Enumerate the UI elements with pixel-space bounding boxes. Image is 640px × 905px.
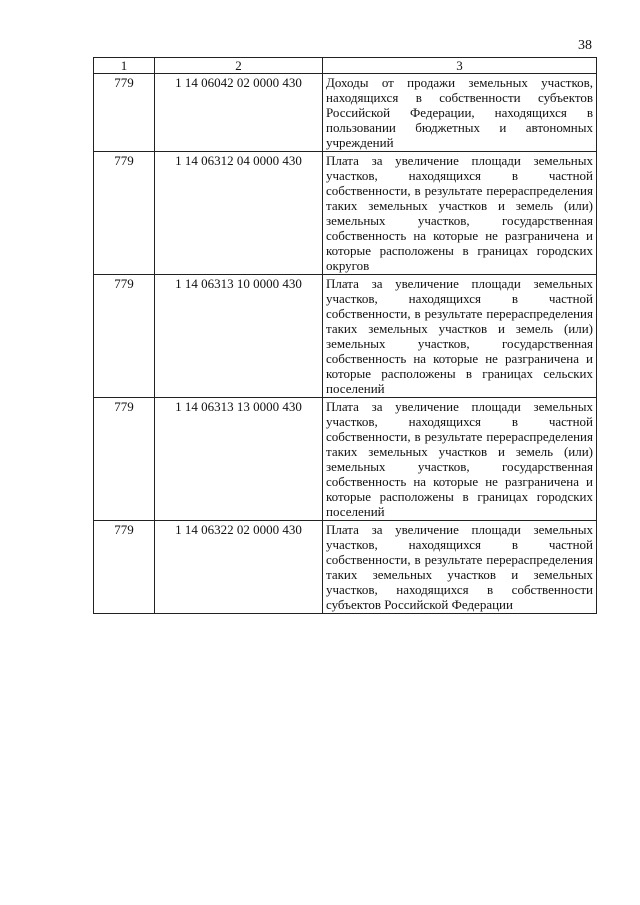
budget-code-cell: 1 14 06313 10 0000 430 xyxy=(155,275,323,398)
admin-code-cell: 779 xyxy=(94,398,155,521)
column-header-3: 3 xyxy=(323,58,597,74)
description-cell: Доходы от продажи земельных участков, находящихся в собственности субъектов Российской Федерации, находящихся в пользовании бюджетных и автономных учреждений xyxy=(323,74,597,152)
page-number: 38 xyxy=(578,38,592,53)
table-row xyxy=(94,521,597,614)
table-header xyxy=(94,58,597,74)
admin-code-cell: 779 xyxy=(94,521,155,614)
column-header-2: 2 xyxy=(155,58,323,74)
budget-code-cell: 1 14 06322 02 0000 430 xyxy=(155,521,323,614)
admin-code-cell: 779 xyxy=(94,152,155,275)
budget-code-cell: 1 14 06312 04 0000 430 xyxy=(155,152,323,275)
admin-code-cell: 779 xyxy=(94,275,155,398)
description-cell: Плата за увеличение площади земельных участков, находящихся в частной собственности, в результате перераспределения таких земельных участков и земель (или) земельных участков, государственная собственность на которые не разграничена и которые расположены в границах сельских поселений xyxy=(323,275,597,398)
budget-code-cell: 1 14 06042 02 0000 430 xyxy=(155,74,323,152)
description-cell: Плата за увеличение площади земельных участков, находящихся в частной собственности, в результате перераспределения таких земельных участков и земельных участков, находящихся в собственности субъектов Российской Федерации xyxy=(323,521,597,614)
table-row xyxy=(94,275,597,398)
table-row xyxy=(94,74,597,152)
description-cell: Плата за увеличение площади земельных участков, находящихся в частной собственности, в результате перераспределения таких земельных участков и земель (или) земельных участков, государственная собственность на которые не разграничена и которые расположены в границах городских поселений xyxy=(323,398,597,521)
table-row xyxy=(94,398,597,521)
budget-code-cell: 1 14 06313 13 0000 430 xyxy=(155,398,323,521)
header-row xyxy=(94,58,597,74)
revenue-codes-table xyxy=(93,57,597,614)
description-cell: Плата за увеличение площади земельных участков, находящихся в частной собственности, в результате перераспределения таких земельных участков и земель (или) земельных участков, государственная собственность на которые не разграничена и которые расположены в границах городских округов xyxy=(323,152,597,275)
column-header-1: 1 xyxy=(94,58,155,74)
table-row xyxy=(94,152,597,275)
table-body xyxy=(94,74,597,614)
admin-code-cell: 779 xyxy=(94,74,155,152)
